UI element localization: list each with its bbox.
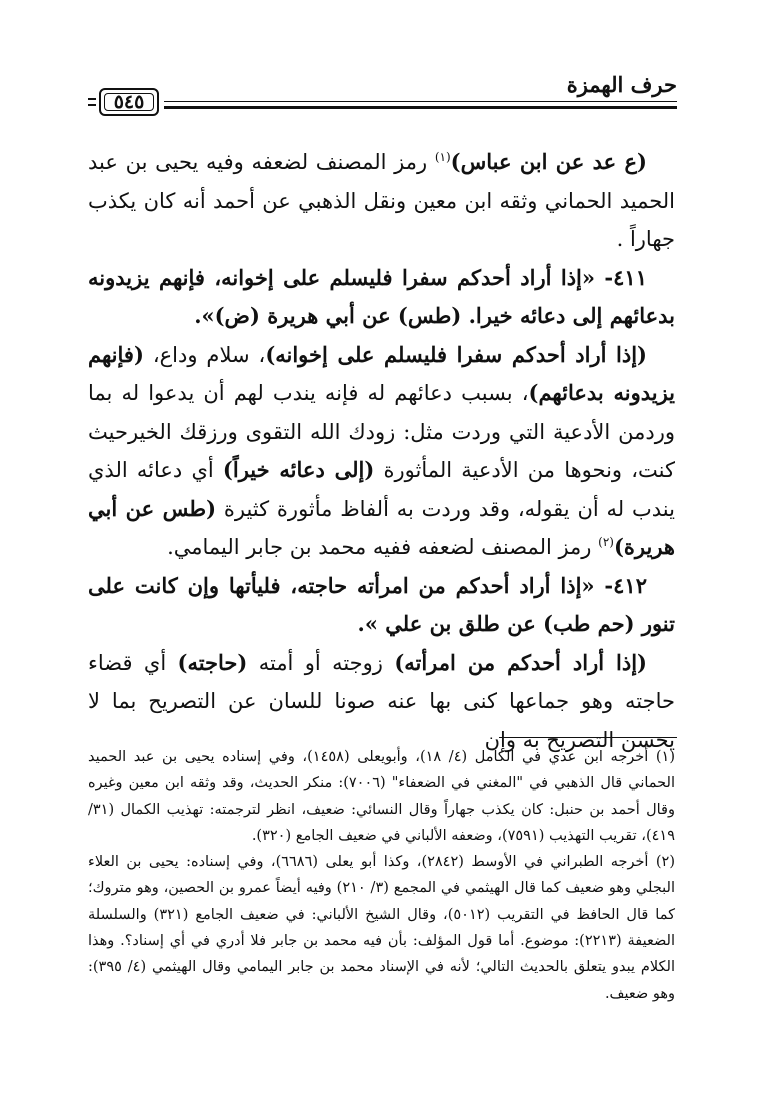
hadith-412: ٤١٢- «إذا أراد أحدكم من امرأته حاجته، فليأتها وإن كانت على تنور (حم طب) عن طلق بن علي ». bbox=[88, 572, 675, 636]
commentary-text: ، بسبب دعائهم له فإنه يندب لهم أن يدعوا له بما وردمن الأدعية التي وردت مثل: زودك الله التقوى ورزقك الخيرحيث كنت، ونحوها من الأدعية المأثورة bbox=[88, 381, 675, 482]
paragraph-5 bbox=[88, 644, 675, 760]
quoted-phrase: (حاجته) bbox=[177, 649, 248, 675]
paragraph-3 bbox=[88, 336, 675, 567]
commentary-text: رمز المصنف لضعفه ففيه محمد بن جابر اليمامي. bbox=[167, 535, 599, 559]
page-number-ornament-top bbox=[88, 98, 96, 100]
footnotes bbox=[88, 744, 675, 1007]
footnote-marker-2: (٢) bbox=[598, 535, 614, 549]
header-rule-thick bbox=[164, 106, 677, 109]
commentary-text: رمز المصنف لضعفه وفيه يحيى بن عبد الحميد الحماني وثقه ابن معين ونقل الذهبي عن أحمد أنه كان يكذب جهاراً . bbox=[88, 150, 675, 251]
header-rule-thin bbox=[164, 101, 677, 102]
footnote-2: (٢) أخرجه الطبراني في الأوسط (٢٨٤٢)، وكذا أبو يعلى (٦٦٨٦)، وفي إسناده: يحيى بن العلاء البجلي وهو ضعيف كما قال الهيثمي في المجمع (٣/ ٢١٠) وفيه أيضاً عمرو بن الحصين، وهو متروك؛ كما قال الحافظ في التقريب (٥٠١٢)، وقال الشيخ الألباني: في ضعيف الجامع (٣٢١) والسلسلة الضعيفة (٢٢١٣): موضوع. أما قول المؤلف: بأن فيه محمد بن جابر فلا أدري في أي إسناد؟. وهذا الكلام يبدو يتعلق بالحديث التالي؛ لأنه في الإسناد محمد بن جابر اليمامي وقال الهيثمي (٤/ ٣٩٥): وهو ضعيف. bbox=[88, 854, 676, 1002]
footnote-1: (١) أخرجه ابن عدي في الكامل (٤/ ١٨)، وأبويعلى (١٤٥٨)، وفي إسناده يحيى بن عبد الحميد الحماني قال الذهبي في "المغني في الضعفاء" (٧٠٠٦): منكر الحديث، وقد وثقه ابن معين وغيره وقال أحمد بن حنبل: كان يكذب جهاراً وقال النسائي: ضعيف، انظر لترجمته: تهذيب الكمال (٣١/ ٤١٩)، تقريب التهذيب (٧٥٩١)، وضعفه الألباني في ضعيف الجامع (٣٢٠). bbox=[88, 749, 676, 844]
page-number-ornament-bottom bbox=[88, 104, 96, 106]
commentary-text: أي قضاء حاجته وهو جماعها كنى بها عنه صونا للسان عن التصريح بما لا يحسن التصريح به وإن bbox=[88, 650, 675, 752]
quoted-phrase: (إذا أراد أحدكم من امرأته) bbox=[394, 649, 647, 675]
commentary-text: ، سلام وداع، bbox=[143, 342, 266, 367]
hadith-source-ref: (ع عد عن ابن عباس) bbox=[450, 149, 647, 174]
footnote-marker-1: (١) bbox=[434, 150, 451, 164]
commentary-text: أي دعائه الذي يندب له أن يقوله، وقد وردت به ألفاظ مأثورة كثيرة bbox=[88, 458, 675, 521]
page-number: ٥٤٥ bbox=[113, 91, 145, 113]
hadith-source-ref: (طس عن أبي هريرة) bbox=[88, 495, 675, 559]
commentary-text: زوجته أو أمته bbox=[247, 650, 395, 675]
footnote-separator bbox=[499, 737, 677, 738]
quoted-phrase: (إذا أراد أحدكم سفرا فليسلم على إخوانه) bbox=[265, 341, 647, 367]
quoted-phrase: (فإنهم يزيدونه بدعائهم) bbox=[88, 341, 676, 405]
hadith-411: ٤١١- «إذا أراد أحدكم سفرا فليسلم على إخوانه، فإنهم يزيدونه بدعائهم إلى دعائه خيرا. (طس) عن أبي هريرة (ض)». bbox=[88, 264, 675, 328]
page-number-box bbox=[99, 88, 159, 116]
chapter-title: حرف الهمزة bbox=[566, 72, 677, 97]
quoted-phrase: (إلى دعائه خيراً) bbox=[222, 457, 375, 482]
paragraph-1 bbox=[88, 143, 675, 259]
main-text bbox=[88, 143, 675, 759]
